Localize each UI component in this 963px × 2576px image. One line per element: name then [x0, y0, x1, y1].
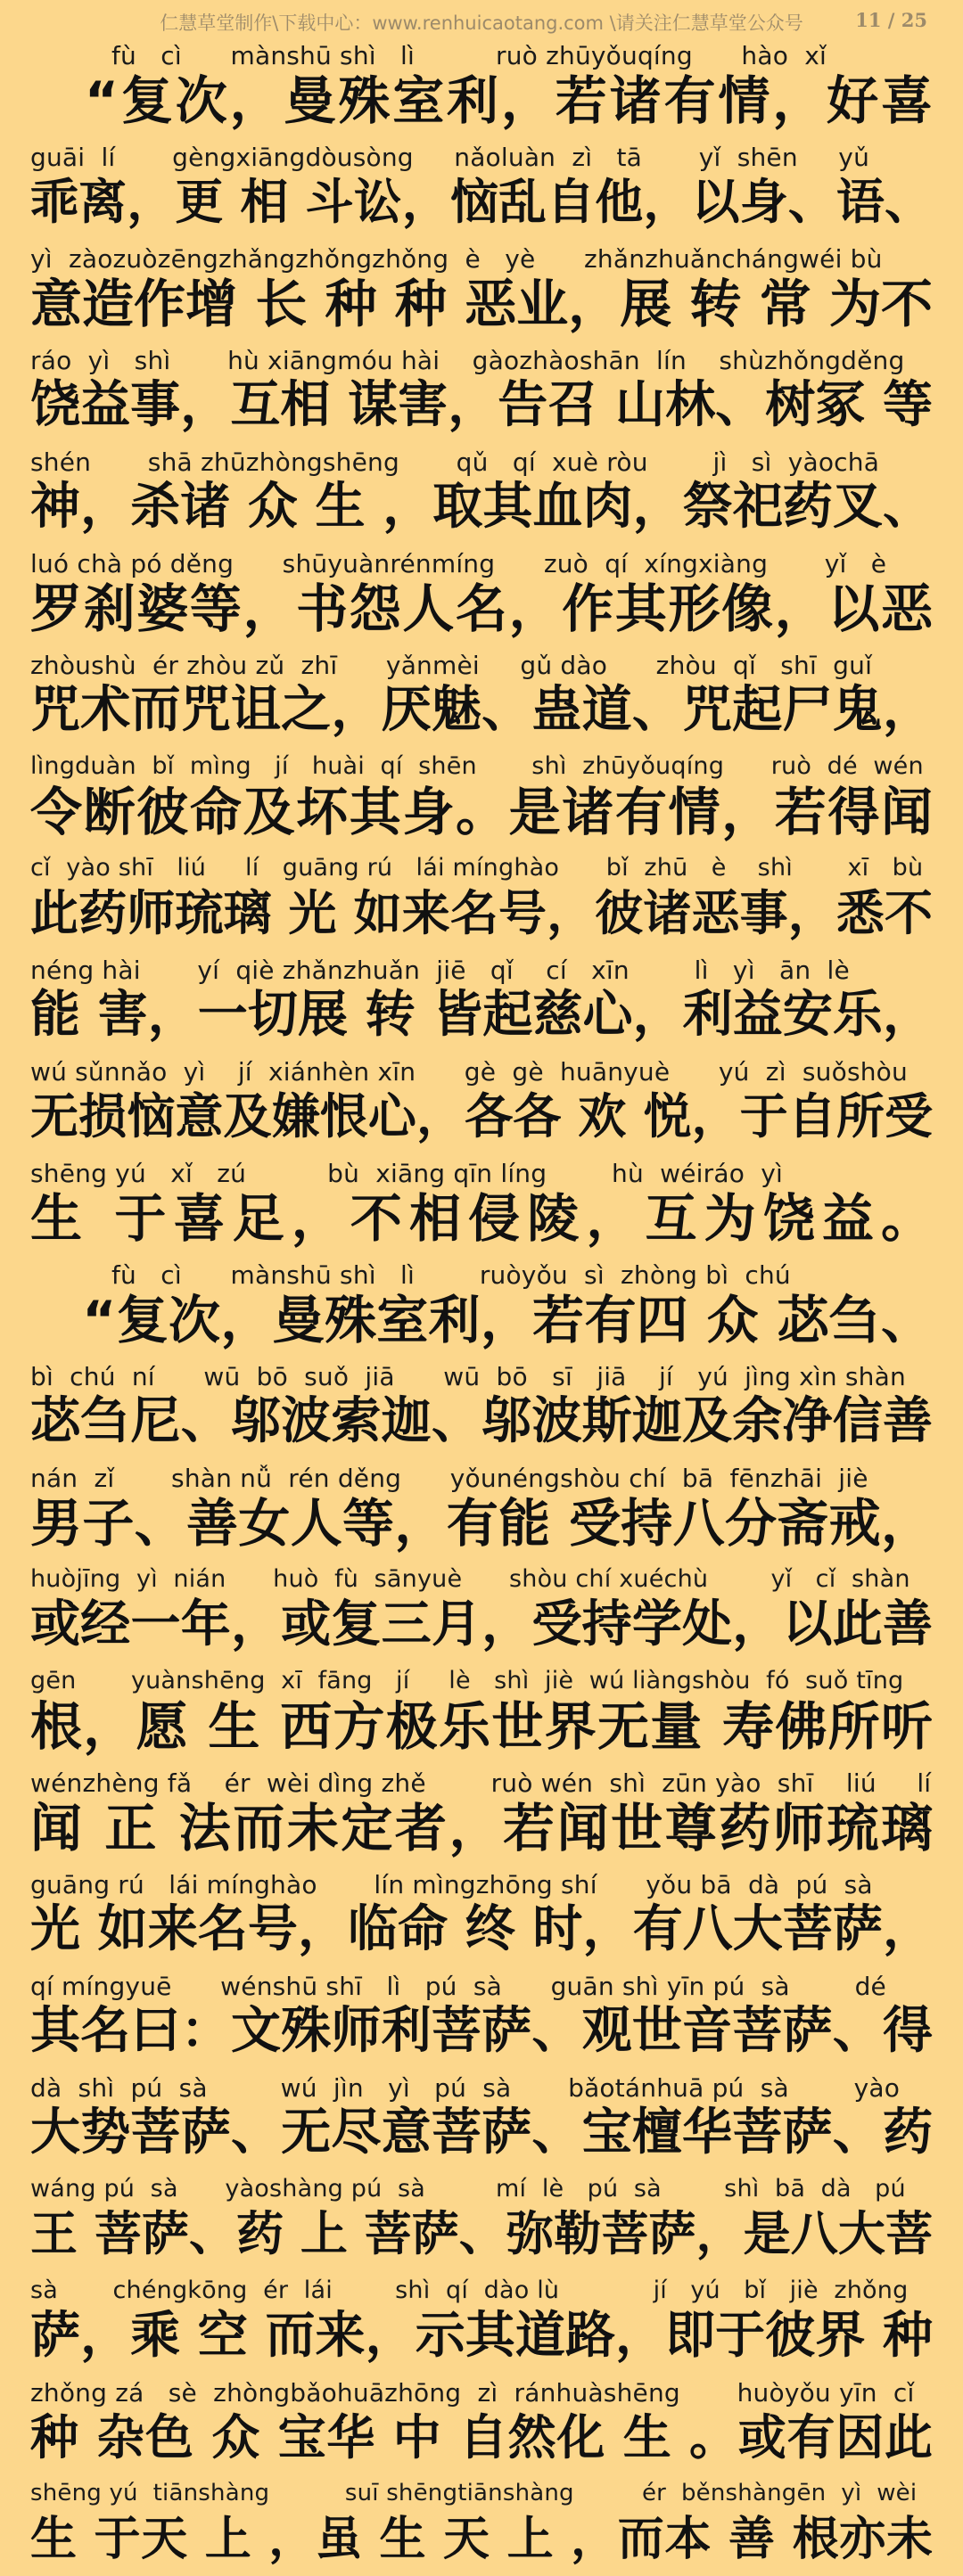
text-line — [30, 442, 933, 544]
pinyin-line: zhòushù ér zhòu zǔ zhī yǎnmèi gǔ dào zhòu qǐ shī guǐ — [30, 651, 873, 680]
pinyin-line: shén shā zhūzhòngshēng qǔ qí xuè ròu jì sì yàochā — [30, 447, 880, 477]
page-number: 11 / 25 — [855, 9, 927, 31]
sutra-text-body — [30, 36, 933, 2576]
chinese-line: 光 如来名号，临命 终 时，有八大菩萨， — [30, 1900, 933, 1958]
text-line — [30, 1763, 933, 1865]
chinese-line: 无损恼意及嫌恨心，各各 欢 悦，于自所受 — [30, 1088, 933, 1144]
chinese-line: 罗刹婆等，书怨人名，作其形像，以恶 — [30, 578, 933, 639]
pinyin-line: zhǒng zá sè zhòngbǎohuāzhōng zì ránhuàshēng huòyǒu yīn cǐ — [30, 2378, 915, 2408]
chinese-line: 咒术而咒诅之，厌魅、蛊道、咒起尸鬼， — [30, 681, 933, 739]
pinyin-line: wénzhèng fǎ ér wèi dìng zhě ruò wén shì zūn yào shī liú lí — [30, 1768, 932, 1798]
pinyin-line: guāi lí gèngxiāngdòusòng nǎoluàn zì tā yǐ shēn yǔ — [30, 143, 870, 172]
pinyin-line: yì zàozuòzēngzhǎngzhǒngzhǒng è yè zhǎnzhuǎnchángwéi bù — [30, 244, 883, 274]
text-line — [30, 137, 933, 239]
pinyin-line: guāng rú lái mínghào lín mìngzhōng shí yǒu bā dà pú sà — [30, 1870, 873, 1899]
pinyin-line: bì chú ní wū bō suǒ jiā wū bō sī jiā jí yú jìng xìn shàn — [30, 1362, 906, 1391]
chinese-line: 神，杀诸 众 生 ，取其血肉，祭祀药叉、 — [30, 478, 933, 536]
text-line — [30, 36, 933, 137]
chinese-line: 能 害，一切展 转 皆起慈心，利益安乐， — [30, 986, 933, 1044]
pinyin-line: wáng pú sà yàoshàng pú sà mí lè pú sà shì bā dà pú — [30, 2175, 906, 2203]
pinyin-line: fù cì mànshū shì lì ruò zhūyǒuqíng hào xǐ — [30, 41, 827, 70]
chinese-line: 根，愿 生 西方极乐世界无量 寿佛所听 — [30, 1696, 933, 1757]
chinese-line: 其名曰：文殊师利菩萨、观世音菩萨、得 — [30, 2002, 933, 2060]
pinyin-line: sà chéngkōng ér lái shì qí dào lù jí yú bǐ jiè zhǒng — [30, 2277, 909, 2304]
text-line — [30, 1661, 933, 1763]
chinese-line: 令断彼命及坏其身。是诸有情，若得闻 — [30, 782, 933, 842]
text-line — [30, 849, 933, 950]
chinese-line: 乖离，更 相 斗讼，恼乱自他，以身、语、 — [30, 174, 933, 230]
pinyin-line: nán zǐ shàn nǚ rén děng yǒunéngshòu chí bā fēnzhāi jiè — [30, 1464, 868, 1493]
text-line — [30, 1458, 933, 1560]
text-line — [30, 2170, 933, 2271]
chinese-line: 意造作增 长 种 种 恶业，展 转 常 为不 — [30, 274, 933, 334]
pinyin-line: fù cì mànshū shì lì ruòyǒu sì zhòng bì chú — [30, 1260, 791, 1290]
page-header — [0, 7, 963, 39]
header-source-text: 仁慧草堂制作\下载中心：www.renhuicaotang.com \请关注仁慧草堂公众号 — [160, 12, 803, 34]
text-line — [30, 239, 933, 340]
text-line — [30, 1865, 933, 1966]
chinese-line: 生 于天 上 ，虽 生 天 上 ，而本 善 根亦未 — [30, 2513, 933, 2566]
pinyin-line: huòjīng yì nián huò fù sānyuè shòu chí xuéchù yǐ cǐ shàn — [30, 1565, 910, 1593]
pinyin-line: shēng yú xǐ zú bù xiāng qīn líng hù wéiráo yì — [30, 1159, 783, 1188]
text-line — [30, 544, 933, 645]
chinese-line: “复次，曼殊室利，若有四 众 苾刍、 — [30, 1290, 933, 1350]
chinese-line: 闻 正 法而未定者，若闻世尊药师琉璃 — [30, 1798, 933, 1858]
text-line — [30, 1560, 933, 1661]
pinyin-line: qí míngyuē wénshū shī lì pú sà guān shì yīn pú sà dé — [30, 1972, 886, 2001]
chinese-line: 萨，乘 空 而来，示其道路，即于彼界 种 — [30, 2307, 933, 2365]
text-line — [30, 340, 933, 442]
chinese-line: 或经一年，或复三月，受持学处，以此善 — [30, 1596, 933, 1653]
text-line — [30, 2068, 933, 2170]
text-line — [30, 2474, 933, 2576]
pinyin-line: lìngduàn bǐ mìng jí huài qí shēn shì zhūyǒuqíng ruò dé wén — [30, 752, 924, 780]
text-line — [30, 747, 933, 849]
text-line — [30, 1357, 933, 1458]
pinyin-line: shēng yú tiānshàng suī shēngtiānshàng ér běnshàngēn yì wèi — [30, 2480, 918, 2506]
chinese-line: 王 菩萨、药 上 菩萨、弥勒菩萨，是八大菩 — [30, 2207, 933, 2261]
text-line — [30, 2271, 933, 2373]
chinese-line: “复次，曼殊室利，若诸有情，好喜 — [30, 70, 933, 131]
chinese-line: 大势菩萨、无尽意菩萨、宝檀华菩萨、药 — [30, 2104, 933, 2162]
pinyin-line: ráo yì shì hù xiāngmóu hài gàozhàoshān lín shùzhǒngděng — [30, 346, 905, 375]
text-line — [30, 1153, 933, 1255]
chinese-line: 生 于喜足，不相侵陵，互为饶益。 — [30, 1188, 933, 1249]
chinese-line: 此药师琉璃 光 如来名号，彼诸恶事，悉不 — [30, 885, 933, 941]
chinese-line: 种 杂色 众 宝华 中 自然化 生 。或有因此 — [30, 2409, 933, 2465]
pinyin-line: wú sǔnnǎo yì jí xiánhèn xīn gè gè huānyuè yú zì suǒshòu — [30, 1057, 908, 1087]
text-line — [30, 950, 933, 1052]
chinese-line: 男子、善女人等，有能 受持八分斋戒， — [30, 1493, 933, 1554]
text-line — [30, 1052, 933, 1153]
text-line — [30, 645, 933, 747]
text-line — [30, 1255, 933, 1357]
chinese-line: 饶益事，互相 谋害，告召 山林、树冢 等 — [30, 376, 933, 434]
text-line — [30, 1966, 933, 2068]
pinyin-line: néng hài yí qiè zhǎnzhuǎn jiē qǐ cí xīn lì yì ān lè — [30, 956, 850, 985]
pinyin-line: gēn yuànshēng xī fāng jí lè shì jiè wú liàngshòu fó suǒ tīng — [30, 1667, 904, 1694]
chinese-line: 苾刍尼、邬波索迦、邬波斯迦及余净信善 — [30, 1392, 933, 1450]
pinyin-line: dà shì pú sà wú jìn yì pú sà bǎotánhuā pú sà yào — [30, 2073, 901, 2103]
text-line — [30, 2373, 933, 2474]
pinyin-line: luó chà pó děng shūyuànrénmíng zuò qí xíngxiàng yǐ è — [30, 549, 887, 578]
pinyin-line: cǐ yào shī liú lí guāng rú lái mínghào bǐ zhū è shì xī bù — [30, 854, 924, 882]
